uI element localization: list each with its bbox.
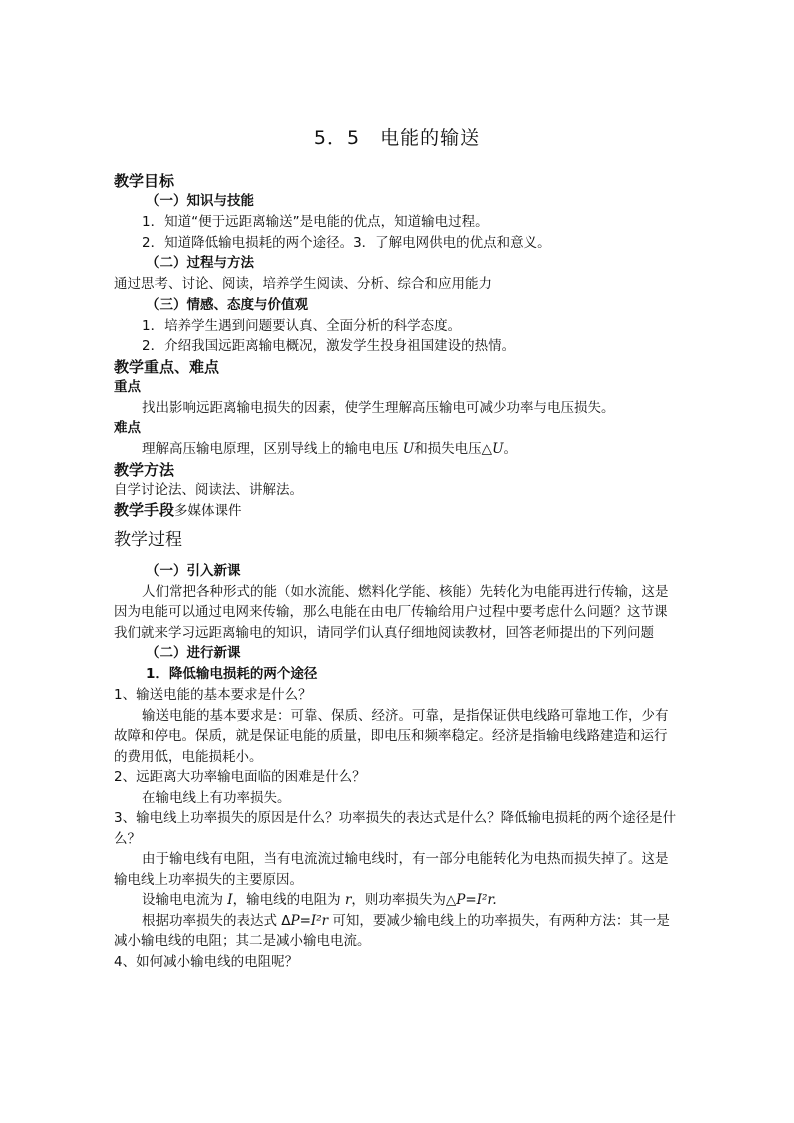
power-loss-formula-2: P=I²r [290,912,329,929]
difficulty-text-c: 。 [503,441,517,457]
answer-3b-part1: 设输电电流为 [142,892,228,908]
key-text: 找出影响远距离输电损失的因素，使学生理解高压输电可减少功率与电压损失。 [142,399,615,416]
method-text: 自学讨论法、阅读法、讲解法。 [114,481,303,498]
means-line [114,500,680,522]
question-3: 3、输电线上功率损失的原因是什么？功率损失的表达式是什么？降低输电损耗的两个途径是什么？ [114,810,677,847]
question-1: 1、输送电能的基本要求是什么？ [114,687,312,703]
difficulty-var-du: U [492,441,504,457]
question-2: 2、远距离大功率输电面临的困难是什么？ [114,769,366,785]
answer-1: 输送电能的基本要求是：可靠、保质、经济。可靠，是指保证供电线路可靠地工作，少有故障和停电。保质，就是保证电能的质量，即电压和频率稳定。经济是指输电线路建造和运行的费用低，电能损耗小。 [114,707,669,765]
goal1-item1: 1．知道“便于远距离输送”是电能的优点，知道输电过程。 [142,214,489,230]
goal3-item2: 2．介绍我国远距离输电概况，激发学生投身祖国建设的热情。 [142,338,516,354]
answer-3c-part2: 可知，要减少输电线上的功率损失，有两种方法：其一是减小输电线的电阻；其二是减小输电电流。 [114,912,670,949]
var-i: I [227,892,233,908]
answer-3b-part2: ，输电线的电阻为 [232,892,345,908]
means-heading: 教学手段 [114,501,175,519]
difficulty-text [114,439,680,460]
difficulty-var-u: U [402,441,415,457]
goals-heading: 教学目标 [114,172,175,190]
answer-3c-part1: 根据功率损失的表达式 Δ [142,912,291,929]
process-heading: 教学过程 [114,529,182,550]
answer-3c [114,911,680,952]
intro-text: 人们常把各种形式的能（如水流能、燃料化学能、核能）先转化为电能再进行传输，这是因为电能可以通过电网来传输，那么电能在由电厂传输给用户过程中要考虑什么问题？这节课我们就来学习远距离输电的知识，请同学们认真仔细地阅读教材，回答老师提出的下列问题 [114,583,669,641]
difficulty-text-a: 理解高压输电原理，区别导线上的输电电压 [142,441,403,457]
power-loss-formula: P=I²r. [456,892,497,908]
document-body [114,171,680,972]
answer-2: 在输电线上有功率损失。 [142,789,291,806]
answer-3: 由于输电线有电阻，当有电流流过输电线时，有一部分电能转化为电热而损失掉了。这是输电线上功率损失的主要原因。 [114,851,669,888]
subsection1-heading: 1．降低输电损耗的两个途径 [146,666,318,682]
goal3-heading: （三）情感、态度与价值观 [146,296,308,313]
answer-3b [114,890,680,911]
new-lesson-heading: （二）进行新课 [146,645,241,661]
keypoints-heading: 教学重点、难点 [114,357,220,376]
difficulty-text-b: 和损失电压△ [414,441,493,457]
goal2-heading: （二）过程与方法 [146,255,254,271]
page-title: 5．5 电能的输送 [313,127,481,149]
key-heading: 重点 [114,378,141,395]
goal1-heading: （一）知识与技能 [146,193,254,209]
var-r: r [344,892,352,908]
question-4: 4、如何减小输电线的电阻呢？ [114,953,299,970]
goal3-item1: 1．培养学生遇到问题要认真、全面分析的科学态度。 [142,317,462,334]
means-text: 多媒体课件 [174,503,242,519]
goal1-item2: 2．知道降低输电损耗的两个途径。3．了解电网供电的优点和意义。 [142,234,551,251]
answer-3b-part3: ，则功率损失为△ [351,892,457,908]
method-heading: 教学方法 [114,460,175,479]
goal2-text: 通过思考、讨论、阅读，培养学生阅读、分析、综合和应用能力 [114,276,492,292]
difficulty-heading: 难点 [114,420,141,436]
intro-heading: （一）引入新课 [146,562,241,579]
